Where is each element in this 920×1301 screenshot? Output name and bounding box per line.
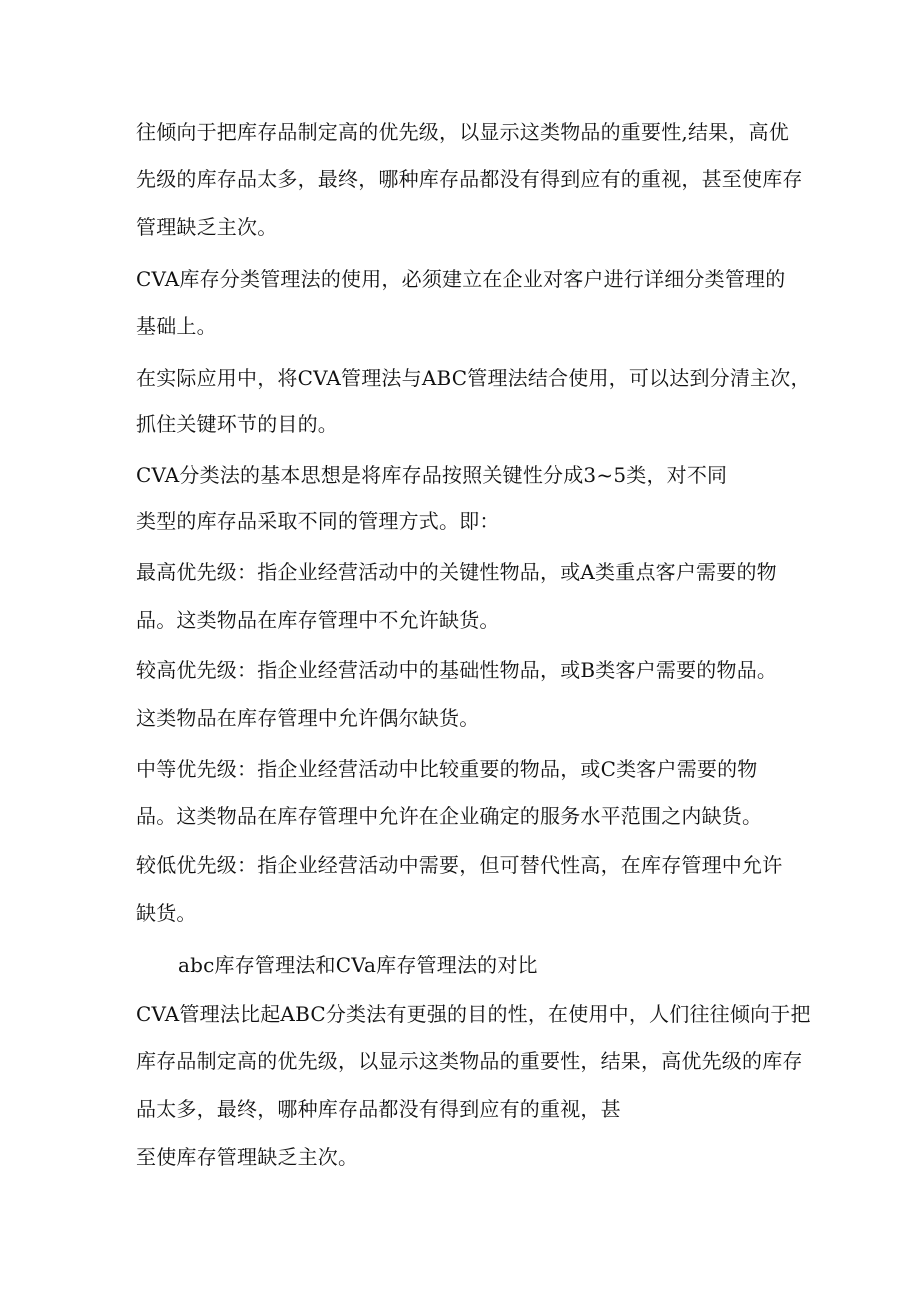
paragraph-line: 较高优先级：指企业经营活动中的基础性物品，或B类客户需要的物品。 xyxy=(136,658,778,682)
paragraph-line: 中等优先级：指企业经营活动中比较重要的物品，或C类客户需要的物 xyxy=(136,757,758,781)
paragraph-line: 抓住关键环节的目的。 xyxy=(136,412,338,436)
paragraph-line: 往倾向于把库存品制定高的优先级，以显示这类物品的重要性,结果，高优 xyxy=(136,120,789,144)
paragraph-line: 最高优先级：指企业经营活动中的关键性物品，或A类重点客户需要的物 xyxy=(136,560,777,584)
paragraph-line: 较低优先级：指企业经营活动中需要，但可替代性高，在库存管理中允许 xyxy=(136,853,783,877)
paragraph-line: 在实际应用中，将CVA管理法与ABC管理法结合使用，可以达到分清主次， xyxy=(136,366,811,390)
paragraph-line: 至使库存管理缺乏主次。 xyxy=(136,1145,359,1169)
paragraph-line: 品太多，最终，哪种库存品都没有得到应有的重视，甚 xyxy=(136,1097,621,1121)
paragraph-line: 基础上。 xyxy=(136,314,217,338)
section-heading: abc库存管理法和CVa库存管理法的对比 xyxy=(178,953,538,977)
paragraph-line: 缺货。 xyxy=(136,901,197,925)
paragraph-line: CVA库存分类管理法的使用，必须建立在企业对客户进行详细分类管理的 xyxy=(136,267,786,291)
paragraph-line: 先级的库存品太多，最终，哪种库存品都没有得到应有的重视，甚至使库存 xyxy=(136,167,803,191)
paragraph-line: 品。这类物品在库存管理中允许在企业确定的服务水平范围之内缺货。 xyxy=(136,804,763,828)
paragraph-line: 这类物品在库存管理中允许偶尔缺货。 xyxy=(136,706,480,730)
paragraph-line: CVA管理法比起ABC分类法有更强的目的性，在使用中，人们往往倾向于把 xyxy=(136,1002,811,1026)
paragraph-line: 管理缺乏主次。 xyxy=(136,215,278,239)
paragraph-line: 类型的库存品采取不同的管理方式。即： xyxy=(136,509,500,533)
paragraph-line: 库存品制定高的优先级，以显示这类物品的重要性，结果，高优先级的库存 xyxy=(136,1049,803,1073)
paragraph-line: 品。这类物品在库存管理中不允许缺货。 xyxy=(136,608,500,632)
paragraph-line: CVA分类法的基本思想是将库存品按照关键性分成3~5类，对不同 xyxy=(136,463,728,487)
